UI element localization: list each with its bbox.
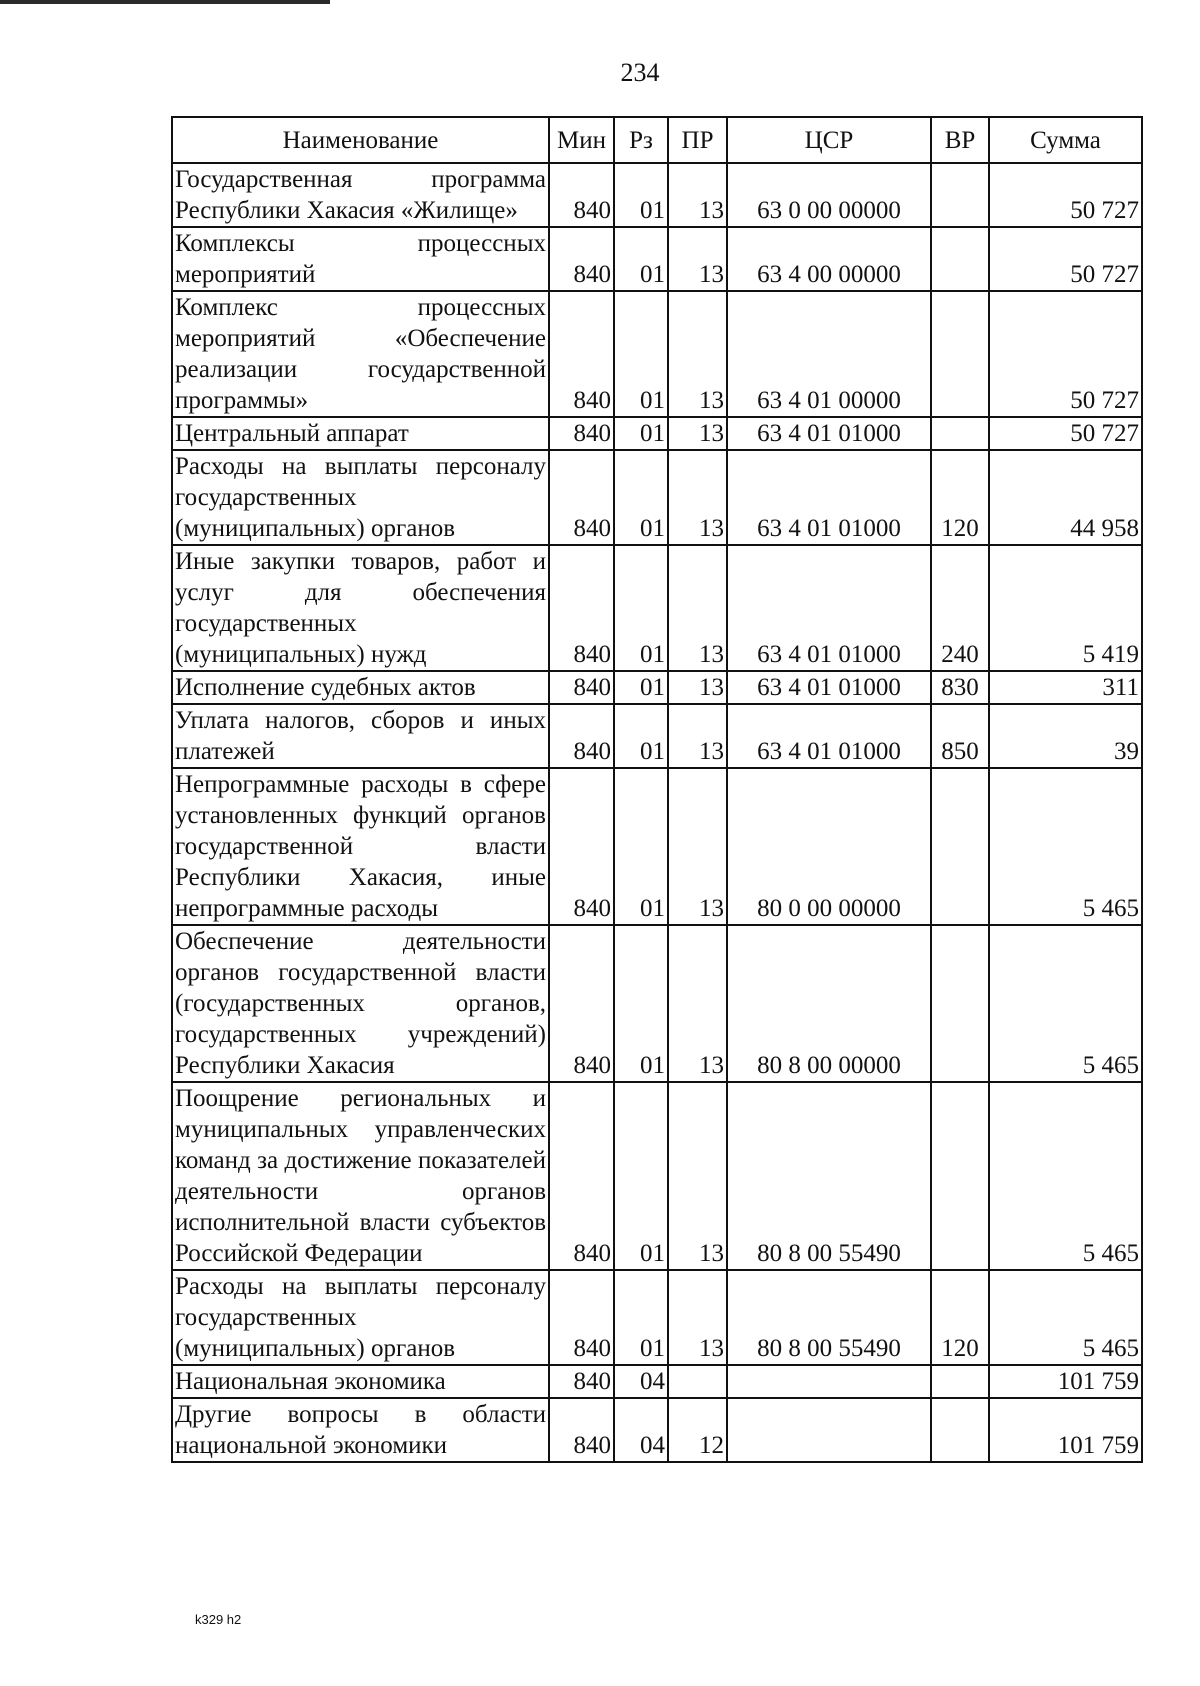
row-csr: 63 4 01 00000 bbox=[727, 291, 931, 417]
row-pr: 13 bbox=[668, 417, 727, 450]
row-csr: 63 4 01 01000 bbox=[727, 671, 931, 704]
row-vr bbox=[931, 925, 989, 1082]
row-pr: 13 bbox=[668, 545, 727, 671]
row-csr bbox=[727, 1398, 931, 1462]
row-min: 840 bbox=[549, 163, 614, 227]
row-name: Поощрение региональных и муниципальных управленческих команд за достижение показателей деятельности органов исполнительной власти субъектов Российской Федерации bbox=[172, 1082, 549, 1270]
row-vr bbox=[931, 1365, 989, 1398]
row-csr: 63 0 00 00000 bbox=[727, 163, 931, 227]
table-row bbox=[172, 450, 1142, 545]
row-csr bbox=[727, 1365, 931, 1398]
row-rz: 01 bbox=[614, 227, 668, 291]
table-row bbox=[172, 545, 1142, 671]
row-vr bbox=[931, 163, 989, 227]
row-vr bbox=[931, 417, 989, 450]
row-csr: 80 8 00 55490 bbox=[727, 1082, 931, 1270]
row-rz: 04 bbox=[614, 1398, 668, 1462]
row-min: 840 bbox=[549, 417, 614, 450]
row-sum: 5 465 bbox=[989, 1082, 1142, 1270]
row-sum: 39 bbox=[989, 704, 1142, 768]
header-pr: ПР bbox=[668, 117, 727, 163]
row-pr: 13 bbox=[668, 227, 727, 291]
row-name: Исполнение судебных актов bbox=[172, 671, 549, 704]
row-csr: 63 4 01 01000 bbox=[727, 545, 931, 671]
row-rz: 04 bbox=[614, 1365, 668, 1398]
row-name: Уплата налогов, сборов и иных платежей bbox=[172, 704, 549, 768]
row-vr bbox=[931, 227, 989, 291]
row-csr: 63 4 01 01000 bbox=[727, 704, 931, 768]
row-sum: 5 465 bbox=[989, 1270, 1142, 1365]
row-name: Национальная экономика bbox=[172, 1365, 549, 1398]
row-vr bbox=[931, 1398, 989, 1462]
table-row bbox=[172, 1270, 1142, 1365]
row-rz: 01 bbox=[614, 1270, 668, 1365]
row-min: 840 bbox=[549, 1365, 614, 1398]
header-vr: ВР bbox=[931, 117, 989, 163]
row-rz: 01 bbox=[614, 704, 668, 768]
row-min: 840 bbox=[549, 704, 614, 768]
row-name: Обеспечение деятельности органов государственной власти (государственных органов, государственных учреждений) Республики Хакасия bbox=[172, 925, 549, 1082]
row-name: Комплекс процессных мероприятий «Обеспечение реализации государственной программы» bbox=[172, 291, 549, 417]
row-vr: 240 bbox=[931, 545, 989, 671]
table-row bbox=[172, 291, 1142, 417]
row-rz: 01 bbox=[614, 417, 668, 450]
table-header-row bbox=[172, 117, 1142, 163]
header-rz: Рз bbox=[614, 117, 668, 163]
row-min: 840 bbox=[549, 450, 614, 545]
row-csr: 63 4 01 01000 bbox=[727, 450, 931, 545]
row-pr: 13 bbox=[668, 671, 727, 704]
row-sum: 44 958 bbox=[989, 450, 1142, 545]
row-rz: 01 bbox=[614, 925, 668, 1082]
row-rz: 01 bbox=[614, 671, 668, 704]
table-row bbox=[172, 227, 1142, 291]
row-vr bbox=[931, 291, 989, 417]
table-row bbox=[172, 163, 1142, 227]
table-row bbox=[172, 925, 1142, 1082]
row-pr: 13 bbox=[668, 768, 727, 925]
row-vr: 120 bbox=[931, 1270, 989, 1365]
table-row bbox=[172, 671, 1142, 704]
row-name: Комплексы процессных мероприятий bbox=[172, 227, 549, 291]
row-sum: 50 727 bbox=[989, 163, 1142, 227]
row-min: 840 bbox=[549, 671, 614, 704]
row-sum: 5 419 bbox=[989, 545, 1142, 671]
row-min: 840 bbox=[549, 545, 614, 671]
table-row bbox=[172, 1082, 1142, 1270]
row-vr bbox=[931, 1082, 989, 1270]
row-name: Центральный аппарат bbox=[172, 417, 549, 450]
row-sum: 50 727 bbox=[989, 291, 1142, 417]
row-name: Расходы на выплаты персоналу государственных (муниципальных) органов bbox=[172, 450, 549, 545]
row-pr: 13 bbox=[668, 1270, 727, 1365]
row-sum: 101 759 bbox=[989, 1398, 1142, 1462]
row-rz: 01 bbox=[614, 1082, 668, 1270]
row-csr: 63 4 00 00000 bbox=[727, 227, 931, 291]
row-sum: 50 727 bbox=[989, 227, 1142, 291]
row-min: 840 bbox=[549, 1398, 614, 1462]
row-name: Другие вопросы в области национальной экономики bbox=[172, 1398, 549, 1462]
table-row bbox=[172, 1365, 1142, 1398]
row-sum: 5 465 bbox=[989, 768, 1142, 925]
row-rz: 01 bbox=[614, 291, 668, 417]
row-rz: 01 bbox=[614, 768, 668, 925]
row-pr: 13 bbox=[668, 925, 727, 1082]
row-pr: 12 bbox=[668, 1398, 727, 1462]
table-row bbox=[172, 417, 1142, 450]
row-vr: 830 bbox=[931, 671, 989, 704]
row-rz: 01 bbox=[614, 450, 668, 545]
row-min: 840 bbox=[549, 227, 614, 291]
row-csr: 63 4 01 01000 bbox=[727, 417, 931, 450]
row-name: Расходы на выплаты персоналу государственных (муниципальных) органов bbox=[172, 1270, 549, 1365]
row-min: 840 bbox=[549, 291, 614, 417]
row-pr: 13 bbox=[668, 704, 727, 768]
row-csr: 80 8 00 55490 bbox=[727, 1270, 931, 1365]
footer-code: k329 h2 bbox=[195, 1612, 242, 1627]
table-row bbox=[172, 1398, 1142, 1462]
row-name: Государственная программа Республики Хакасия «Жилище» bbox=[172, 163, 549, 227]
row-sum: 5 465 bbox=[989, 925, 1142, 1082]
top-rule bbox=[0, 0, 330, 4]
budget-table bbox=[171, 116, 1143, 1463]
page-number: 234 bbox=[620, 58, 660, 87]
row-min: 840 bbox=[549, 768, 614, 925]
row-csr: 80 8 00 00000 bbox=[727, 925, 931, 1082]
header-name: Наименование bbox=[172, 117, 549, 163]
row-sum: 50 727 bbox=[989, 417, 1142, 450]
table-row bbox=[172, 704, 1142, 768]
row-sum: 101 759 bbox=[989, 1365, 1142, 1398]
table-row bbox=[172, 768, 1142, 925]
row-name: Непрограммные расходы в сфере установленных функций органов государственной власти Республики Хакасия, иные непрограммные расходы bbox=[172, 768, 549, 925]
row-min: 840 bbox=[549, 925, 614, 1082]
row-pr bbox=[668, 1365, 727, 1398]
header-sum: Сумма bbox=[989, 117, 1142, 163]
row-pr: 13 bbox=[668, 163, 727, 227]
row-pr: 13 bbox=[668, 450, 727, 545]
row-sum: 311 bbox=[989, 671, 1142, 704]
row-csr: 80 0 00 00000 bbox=[727, 768, 931, 925]
row-rz: 01 bbox=[614, 545, 668, 671]
row-vr bbox=[931, 768, 989, 925]
row-min: 840 bbox=[549, 1270, 614, 1365]
row-vr: 850 bbox=[931, 704, 989, 768]
header-csr: ЦСР bbox=[727, 117, 931, 163]
row-name: Иные закупки товаров, работ и услуг для обеспечения государственных (муниципальных) нужд bbox=[172, 545, 549, 671]
row-rz: 01 bbox=[614, 163, 668, 227]
row-pr: 13 bbox=[668, 1082, 727, 1270]
row-vr: 120 bbox=[931, 450, 989, 545]
row-min: 840 bbox=[549, 1082, 614, 1270]
header-min: Мин bbox=[549, 117, 614, 163]
row-pr: 13 bbox=[668, 291, 727, 417]
